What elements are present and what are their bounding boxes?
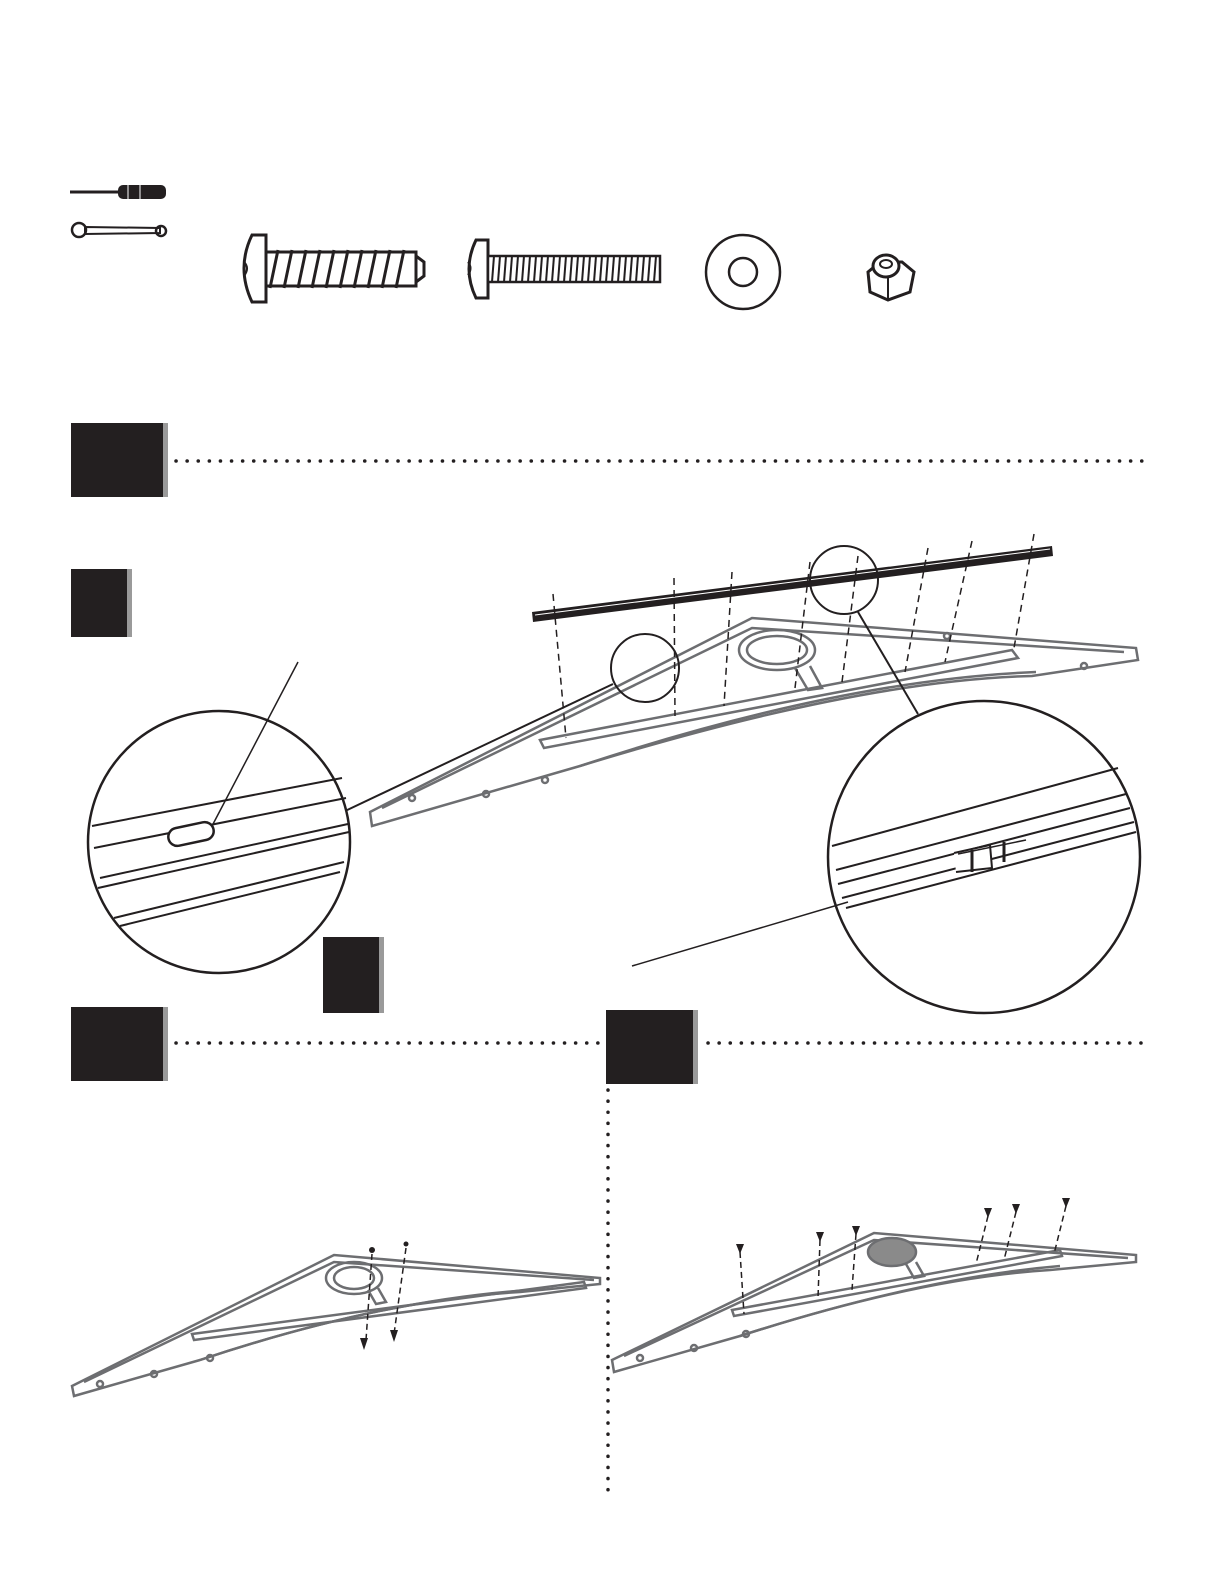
step-box-sub-a — [71, 569, 127, 637]
step-box-main — [71, 423, 163, 497]
step-number-right — [606, 1010, 693, 1084]
step-box-right — [606, 1010, 693, 1084]
step-number-sub-a — [71, 569, 127, 637]
flat-washer — [706, 235, 780, 309]
step-box-sub-b — [323, 937, 379, 1013]
step-number-main — [71, 423, 163, 497]
self-tapping-screw — [244, 235, 424, 302]
roof-panel-bottom-left — [72, 1255, 600, 1396]
roof-panel-bottom-right — [612, 1233, 1136, 1372]
wrench-icon — [72, 223, 166, 237]
screwdriver-icon — [70, 185, 166, 199]
detail-circle-notch — [632, 701, 1140, 1013]
rail-bar — [532, 546, 1053, 622]
lock-nut — [868, 255, 914, 300]
step-number-sub-b — [323, 937, 379, 1013]
machine-bolt — [468, 240, 660, 298]
step-number-left — [71, 1007, 163, 1081]
step-box-left — [71, 1007, 163, 1081]
detail-circle-slot — [88, 662, 350, 973]
